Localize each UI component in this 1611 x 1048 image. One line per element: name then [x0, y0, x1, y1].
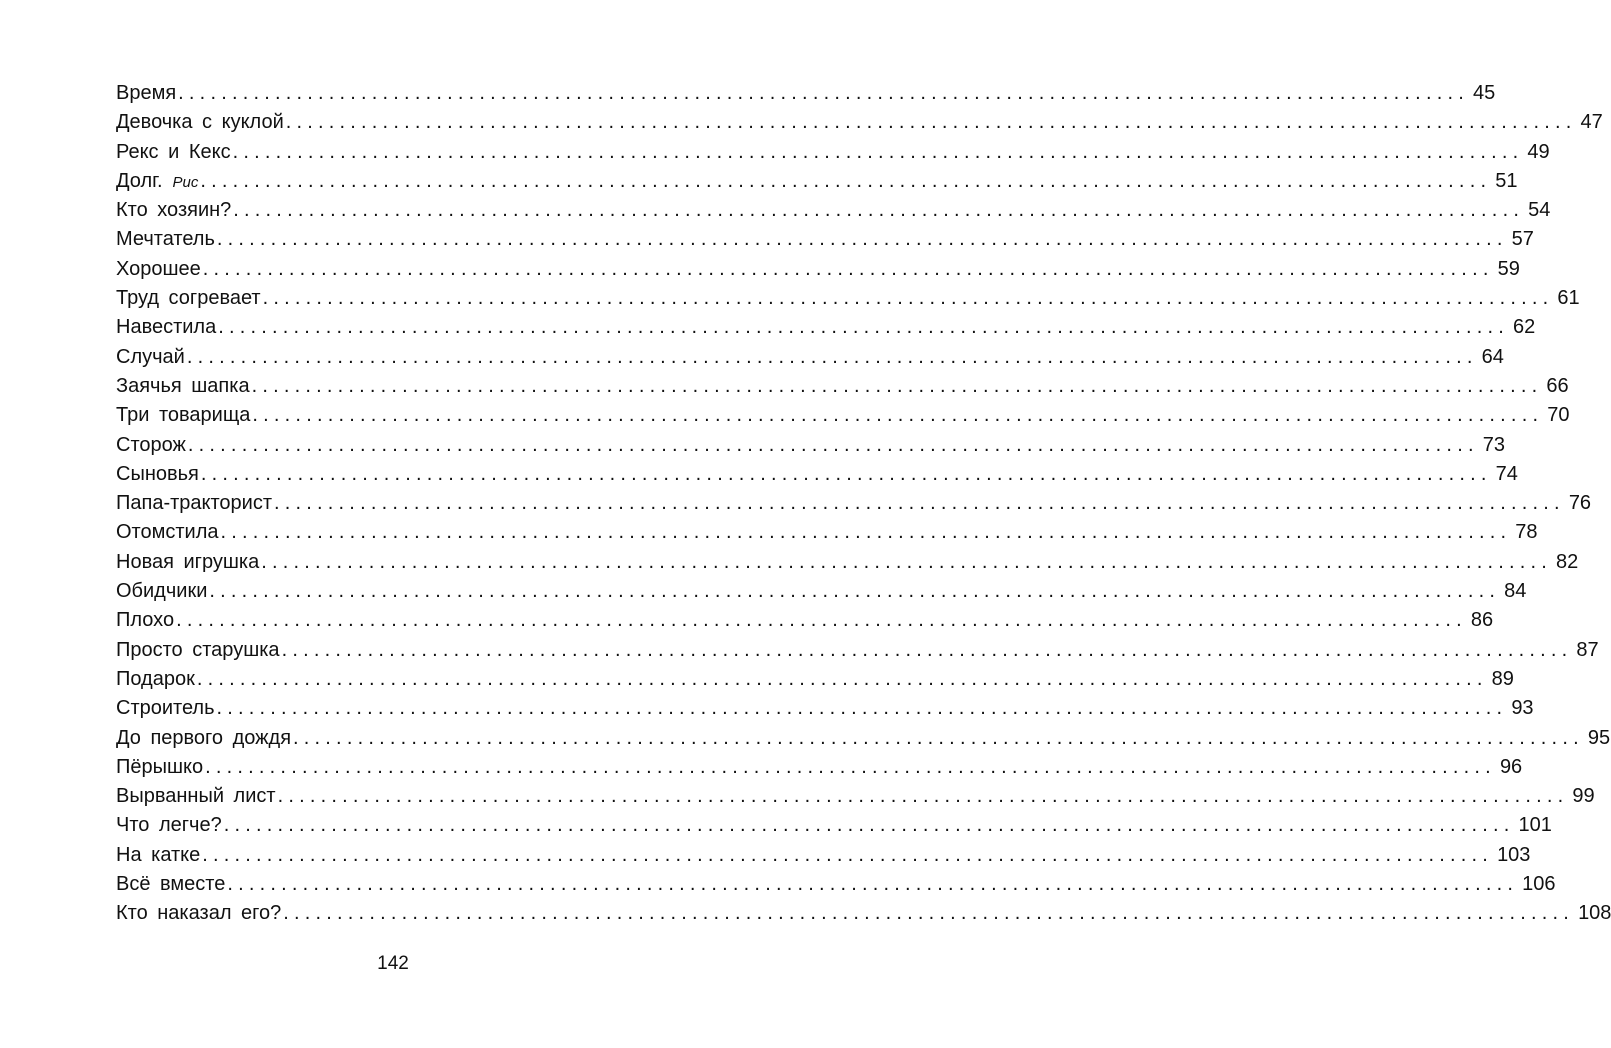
toc-entry-title: Подарок — [116, 667, 195, 690]
toc-entry — [116, 870, 1556, 899]
dot-leader: ........................................................................................................................ — [293, 726, 1584, 749]
toc-entry — [116, 782, 1595, 811]
toc-entry-title: До первого дождя — [116, 726, 292, 749]
toc-entry-page: 57 — [1511, 228, 1534, 251]
toc-entry-page: 89 — [1491, 667, 1514, 690]
toc-entry-title: Обидчики — [116, 580, 208, 603]
toc-entry — [116, 225, 1534, 254]
toc-entry — [116, 138, 1550, 167]
toc-entry-page: 66 — [1546, 374, 1569, 397]
dot-leader: ........................................................................................................................ — [187, 433, 1479, 456]
toc-entry-title: Заячья шапка — [116, 374, 250, 397]
toc-entry-title: Просто старушка — [116, 638, 280, 661]
toc-entry — [116, 196, 1551, 225]
dot-leader: ........................................................................................................................ — [277, 785, 1569, 808]
toc-entry-page: 51 — [1495, 169, 1518, 192]
toc-entry — [116, 636, 1599, 665]
toc-entry — [116, 431, 1505, 460]
dot-leader: ........................................................................................................................ — [176, 609, 1467, 632]
dot-leader: ........................................................................................................................ — [232, 140, 1524, 163]
toc-entry-title: Кто хозяин? — [116, 199, 232, 222]
toc-entry-page: 86 — [1470, 609, 1494, 632]
dot-leader: ........................................................................................................................ — [227, 873, 1519, 896]
toc-entry — [116, 899, 1611, 928]
dot-leader: ........................................................................................................................ — [251, 374, 1543, 397]
toc-entry-page: 47 — [1580, 111, 1603, 134]
toc-entry-title: Папа-тракторист — [116, 492, 273, 515]
toc-entry-title: Пёрышко — [116, 755, 204, 778]
toc-entry-title: Новая игрушка — [116, 550, 260, 573]
dot-leader: ........................................................................................................................ — [202, 257, 1494, 280]
toc-entry — [116, 518, 1538, 547]
toc-entry — [116, 548, 1579, 577]
table-of-contents — [116, 79, 1611, 929]
toc-entry-page: 49 — [1527, 140, 1550, 163]
dot-leader: ........................................................................................................................ — [200, 169, 1492, 192]
toc-entry-page: 64 — [1481, 345, 1504, 368]
toc-entry-page: 59 — [1497, 257, 1520, 280]
toc-entry — [116, 724, 1611, 753]
dot-leader: ........................................................................................................................ — [200, 462, 1492, 485]
toc-entry-page: 95 — [1587, 726, 1611, 749]
toc-entry-page: 99 — [1572, 785, 1595, 808]
toc-entry — [116, 811, 1552, 840]
dot-leader: ........................................................................................................................ — [262, 287, 1554, 310]
toc-entry-page: 93 — [1511, 697, 1534, 720]
toc-entry — [116, 489, 1592, 518]
toc-entry-title: Рекс и Кекс — [116, 140, 231, 163]
dot-leader: ........................................................................................................................ — [186, 345, 1478, 368]
toc-entry-page: 82 — [1556, 550, 1579, 573]
toc-entry-page: 61 — [1557, 287, 1580, 310]
toc-entry-page: 84 — [1504, 580, 1527, 603]
dot-leader: ........................................................................................................................ — [274, 492, 1565, 515]
toc-entry — [116, 577, 1527, 606]
toc-entry-title: Всё вместе — [116, 873, 226, 896]
toc-entry-page: 54 — [1528, 199, 1551, 222]
dot-leader: ........................................................................................................................ — [261, 550, 1552, 573]
toc-entry-title: Три товарища — [116, 404, 251, 427]
dot-leader: ........................................................................................................................ — [202, 843, 1494, 866]
page-number: 142 — [377, 953, 409, 974]
toc-entry-title: На катке — [116, 843, 201, 866]
toc-entry — [116, 284, 1580, 313]
dot-leader: ........................................................................................................................ — [220, 521, 1512, 544]
toc-entry-page: 62 — [1513, 316, 1536, 339]
toc-entry — [116, 401, 1570, 430]
toc-entry-title: Плохо — [116, 609, 175, 632]
toc-entry — [116, 460, 1518, 489]
toc-entry-title: Навестила — [116, 316, 217, 339]
toc-entry-title: Отомстила — [116, 521, 219, 544]
toc-entry-title: Вырванный лист — [116, 785, 276, 808]
toc-entry-page: 108 — [1578, 902, 1611, 925]
dot-leader: ........................................................................................................................ — [216, 697, 1508, 720]
toc-entry-page: 96 — [1499, 755, 1523, 778]
toc-entry — [116, 694, 1534, 723]
dot-leader: ........................................................................................................................ — [218, 316, 1510, 339]
toc-entry — [116, 343, 1504, 372]
toc-entry-page: 45 — [1472, 82, 1496, 104]
dot-leader: ........................................................................................................................ — [178, 82, 1469, 104]
toc-entry-page: 103 — [1497, 843, 1531, 866]
toc-entry-page: 87 — [1576, 638, 1599, 661]
toc-entry-title: Случай — [116, 345, 185, 368]
toc-entry-title: Кто наказал его? — [116, 902, 282, 925]
dot-leader: ........................................................................................................................ — [283, 902, 1575, 925]
toc-entry-title: Труд согревает — [116, 287, 261, 310]
toc-entry-page: 70 — [1547, 404, 1570, 427]
toc-entry-title: Хорошее — [116, 257, 201, 280]
dot-leader: ........................................................................................................................ — [281, 638, 1573, 661]
toc-entry — [116, 841, 1531, 870]
toc-entry-title: Долг. — [116, 169, 163, 192]
toc-entry-title: Строитель — [116, 697, 215, 720]
dot-leader: ........................................................................................................................ — [196, 667, 1488, 690]
toc-entry — [116, 665, 1514, 694]
toc-entry-page: 78 — [1515, 521, 1538, 544]
toc-entry-page: 76 — [1568, 492, 1592, 515]
toc-entry — [116, 606, 1494, 635]
toc-entry-note: Рис — [172, 173, 199, 191]
toc-entry-title: Сторож — [116, 433, 186, 456]
dot-leader: ........................................................................................................................ — [223, 814, 1515, 837]
toc-entry-title: Мечтатель — [116, 228, 215, 251]
toc-entry — [116, 79, 1496, 108]
toc-entry — [116, 313, 1536, 342]
toc-entry-page: 74 — [1495, 462, 1518, 485]
dot-leader: ........................................................................................................................ — [252, 404, 1544, 427]
toc-entry — [116, 753, 1523, 782]
toc-entry-title: Сыновья — [116, 462, 199, 485]
toc-entry — [116, 255, 1520, 284]
toc-entry-page: 101 — [1518, 814, 1552, 837]
toc-entry — [116, 372, 1569, 401]
dot-leader: ........................................................................................................................ — [285, 111, 1577, 134]
dot-leader: ........................................................................................................................ — [216, 228, 1508, 251]
toc-entry-title: Что легче? — [116, 814, 222, 837]
dot-leader: ........................................................................................................................ — [205, 755, 1496, 778]
toc-entry — [116, 167, 1518, 196]
toc-entry-title: Время — [116, 82, 177, 104]
toc-entry-page: 106 — [1522, 873, 1556, 896]
toc-entry-page: 73 — [1482, 433, 1505, 456]
toc-entry — [116, 108, 1603, 137]
toc-entry-title: Девочка с куклой — [116, 111, 284, 134]
dot-leader: ........................................................................................................................ — [233, 199, 1525, 222]
dot-leader: ........................................................................................................................ — [209, 580, 1501, 603]
